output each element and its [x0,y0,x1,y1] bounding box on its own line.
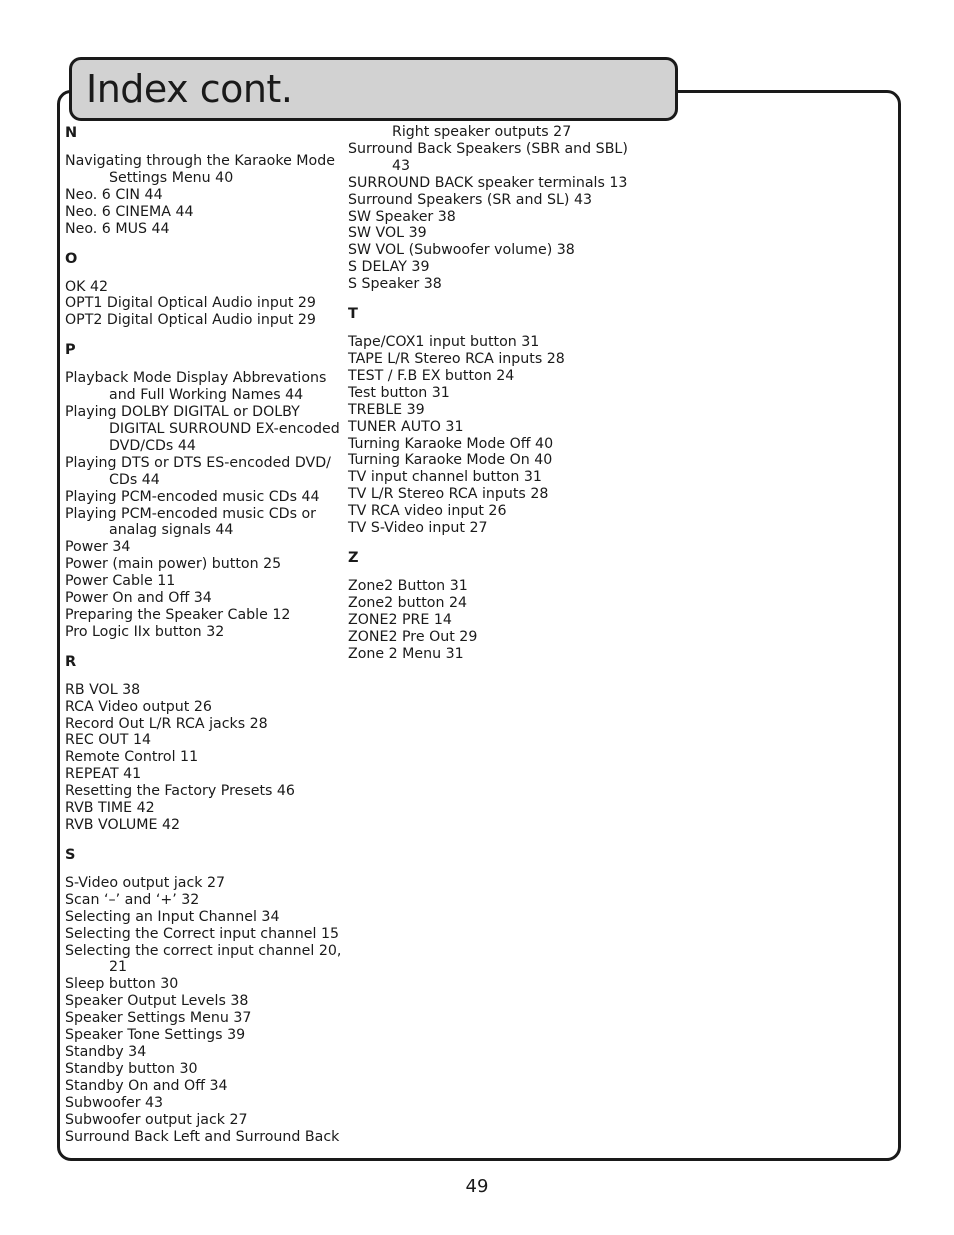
index-entry: Neo. 6 MUS 44 [65,220,170,237]
index-section [65,124,345,238]
index-entry: RVB TIME 42 [65,800,155,817]
index-entry: Scan ‘–’ and ‘+’ 32 [65,891,200,908]
index-entry: OPT1 Digital Optical Audio input 29 [65,295,316,312]
index-section [348,549,638,663]
index-entry: Playing PCM-encoded music CDs 44 [65,488,320,505]
index-entry: REPEAT 41 [65,766,142,783]
index-entry: Playing DTS or DTS ES-encoded DVD/ CDs 44 [65,454,331,488]
index-entry: RVB VOLUME 42 [65,817,181,833]
index-entry: Standby On and Off 34 [65,1077,228,1094]
index-entry: Playing DOLBY DIGITAL or DOLBY DIGITAL SURROUND EX-encoded DVD/CDs 44 [65,404,340,454]
index-entry: Record Out L/R RCA jacks 28 [65,715,268,732]
index-entry: TV RCA video input 26 [348,503,507,520]
index-entry: Subwoofer output jack 27 [65,1111,248,1128]
section-letter: P [65,342,76,359]
index-section [65,846,345,1146]
index-entry: Surround Back Left and Surround Back [65,1128,340,1145]
index-section [348,305,638,537]
index-entry: TV input channel button 31 [348,469,542,486]
index-entry: Playback Mode Display Abbrevations and Full Working Names 44 [65,370,327,404]
page-number: 49 [465,1176,489,1197]
index-entry: SURROUND BACK speaker terminals 13 [348,174,628,191]
index-entry: TV S-Video input 27 [348,520,488,537]
index-entry: Turning Karaoke Mode On 40 [348,452,553,469]
index-entry: S DELAY 39 [348,259,430,276]
index-entry: Power (main power) button 25 [65,556,282,573]
index-entry: Speaker Output Levels 38 [65,993,249,1010]
index-entry: S-Video output jack 27 [65,874,226,891]
index-entry: Power On and Off 34 [65,590,212,607]
index-entry: Power 34 [65,539,131,556]
index-column-right [348,124,638,662]
index-entry: OPT2 Digital Optical Audio input 29 [65,312,316,329]
index-entry: Zone 2 Menu 31 [348,645,464,662]
title-tab [69,57,678,121]
index-entry: Surround Back Speakers (SBR and SBL) 43 [348,140,628,174]
index-entry: Navigating through the Karaoke Mode Settings Menu 40 [65,153,335,186]
index-entry: REC OUT 14 [65,732,152,749]
index-entry: Playing PCM-encoded music CDs or analag signals 44 [65,505,317,539]
index-entry: Resetting the Factory Presets 46 [65,783,295,800]
section-letter: O [65,250,78,267]
index-entry: TAPE L/R Stereo RCA inputs 28 [348,350,565,367]
index-entry: Selecting the correct input channel 20, 21 [65,942,342,976]
index-entry: TUNER AUTO 31 [348,418,464,435]
index-entry: Right speaker outputs 27 [392,124,572,140]
index-entry: Selecting the Correct input channel 15 [65,925,340,942]
index-entry: Tape/COX1 input button 31 [348,334,540,351]
index-entry: Speaker Settings Menu 37 [65,1010,252,1027]
page-title: Index cont. [86,67,293,111]
index-entry: Preparing the Speaker Cable 12 [65,606,291,623]
index-entry: Pro Logic IIx button 32 [65,623,225,640]
index-entry: SW VOL 39 [348,225,427,242]
index-entry: Sleep button 30 [65,976,179,993]
index-entry: SW VOL (Subwoofer volume) 38 [348,242,575,259]
index-entry: OK 42 [65,278,109,295]
index-entry: Test button 31 [348,384,450,401]
index-entry: TREBLE 39 [348,401,425,418]
index-entry: Subwoofer 43 [65,1094,164,1111]
index-entry: Standby button 30 [65,1060,198,1077]
index-entry: Zone2 button 24 [348,594,468,611]
index-entry: TV L/R Stereo RCA inputs 28 [348,486,549,503]
index-entry: ZONE2 PRE 14 [348,611,452,628]
index-section [65,341,345,641]
index-entry: SW Speaker 38 [348,208,456,225]
index-column-left [65,124,345,1145]
section-letter: T [348,306,358,323]
index-entry: Zone2 Button 31 [348,577,468,594]
index-entry: Power Cable 11 [65,573,176,590]
index-entry: Remote Control 11 [65,749,199,766]
section-letter: N [65,125,78,141]
index-entry: RB VOL 38 [65,681,141,698]
section-letter: Z [348,549,359,566]
index-entry: RCA Video output 26 [65,698,212,715]
section-letter: R [65,653,77,670]
index-entry: Neo. 6 CINEMA 44 [65,203,194,220]
index-entry: Standby 34 [65,1043,147,1060]
index-entry: S Speaker 38 [348,276,442,293]
index-section [65,250,345,330]
index-section [65,653,345,834]
index-entry: Surround Speakers (SR and SL) 43 [348,191,593,208]
index-entry: Speaker Tone Settings 39 [65,1027,246,1044]
index-entry: Neo. 6 CIN 44 [65,186,163,203]
index-entry: Turning Karaoke Mode Off 40 [348,435,554,452]
index-entry: Selecting an Input Channel 34 [65,908,280,925]
index-section [348,124,638,293]
section-letter: S [65,846,76,863]
index-entry: ZONE2 Pre Out 29 [348,628,478,645]
index-entry: TEST / F.B EX button 24 [348,367,515,384]
